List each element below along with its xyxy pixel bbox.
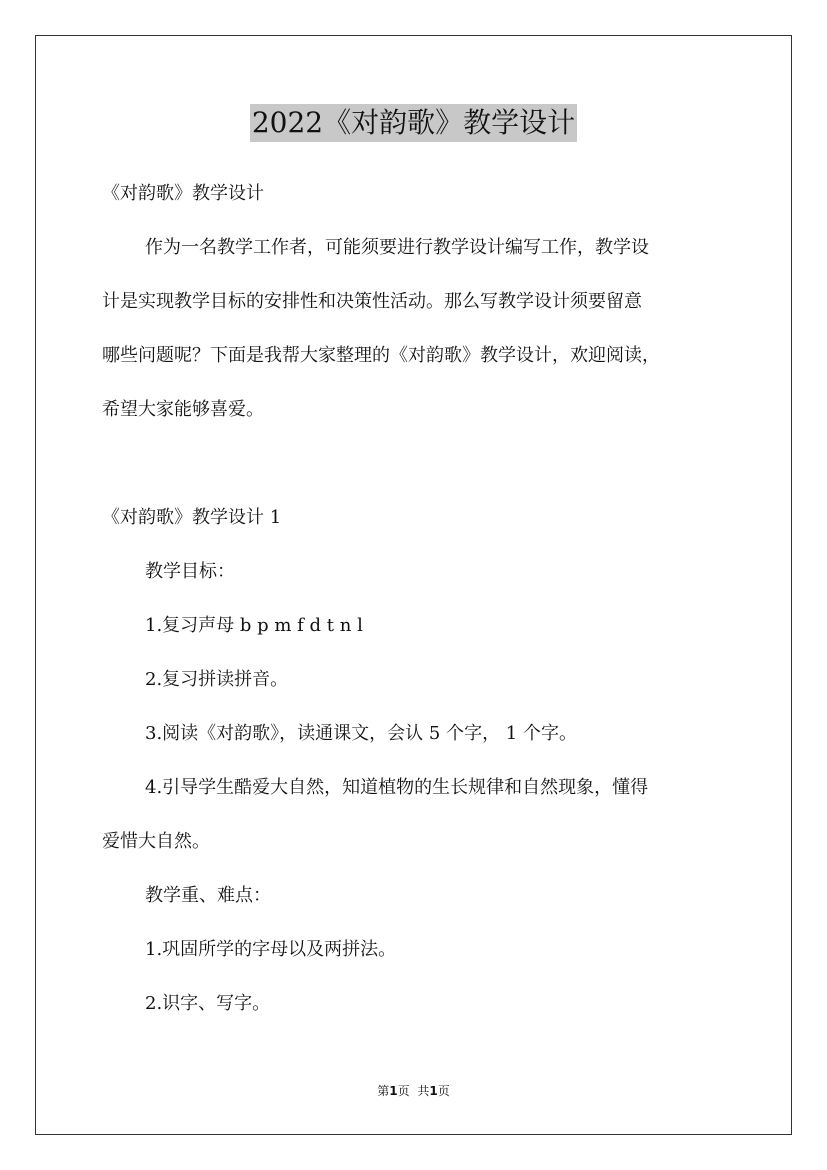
goal-item-2: 2.复习拼读拼音。 <box>145 669 289 690</box>
intro-line-4: 希望大家能够喜爱。 <box>102 399 264 420</box>
goal-item-4: 4.引导学生酷爱大自然，知道植物的生长规律和自然现象，懂得 <box>145 777 649 798</box>
page-prefix: 第 <box>377 1084 390 1098</box>
key-point-1: 1.巩固所学的字母以及两拼法。 <box>145 939 397 960</box>
goal-item-1: 1.复习声母 b p m f d t n l <box>145 615 363 636</box>
title-container <box>0 104 827 142</box>
page-footer <box>0 1083 827 1099</box>
page-current: 1 <box>389 1084 398 1098</box>
total-prefix: 共 <box>417 1084 430 1098</box>
goal-item-4-cont: 爱惜大自然。 <box>102 831 210 852</box>
intro-line-3: 哪些问题呢？下面是我帮大家整理的《对韵歌》教学设计，欢迎阅读， <box>102 345 660 366</box>
key-point-2: 2.识字、写字。 <box>145 993 271 1014</box>
intro-line-2: 计是实现教学目标的安排性和决策性活动。那么写教学设计须要留意 <box>102 291 642 312</box>
page-total: 1 <box>429 1084 438 1098</box>
section-heading: 《对韵歌》教学设计 1 <box>102 507 282 528</box>
subtitle: 《对韵歌》教学设计 <box>102 183 264 204</box>
key-points-label: 教学重、难点： <box>145 885 271 906</box>
intro-line-1: 作为一名教学工作者，可能须要进行教学设计编写工作，教学设 <box>145 237 649 258</box>
page-suffix: 页 <box>397 1084 410 1098</box>
goals-label: 教学目标： <box>145 561 235 582</box>
total-suffix: 页 <box>437 1084 450 1098</box>
document-title: 2022《对韵歌》教学设计 <box>250 104 577 142</box>
goal-item-3: 3.阅读《对韵歌》，读通课文，会认 5 个字， 1 个字。 <box>145 723 577 744</box>
